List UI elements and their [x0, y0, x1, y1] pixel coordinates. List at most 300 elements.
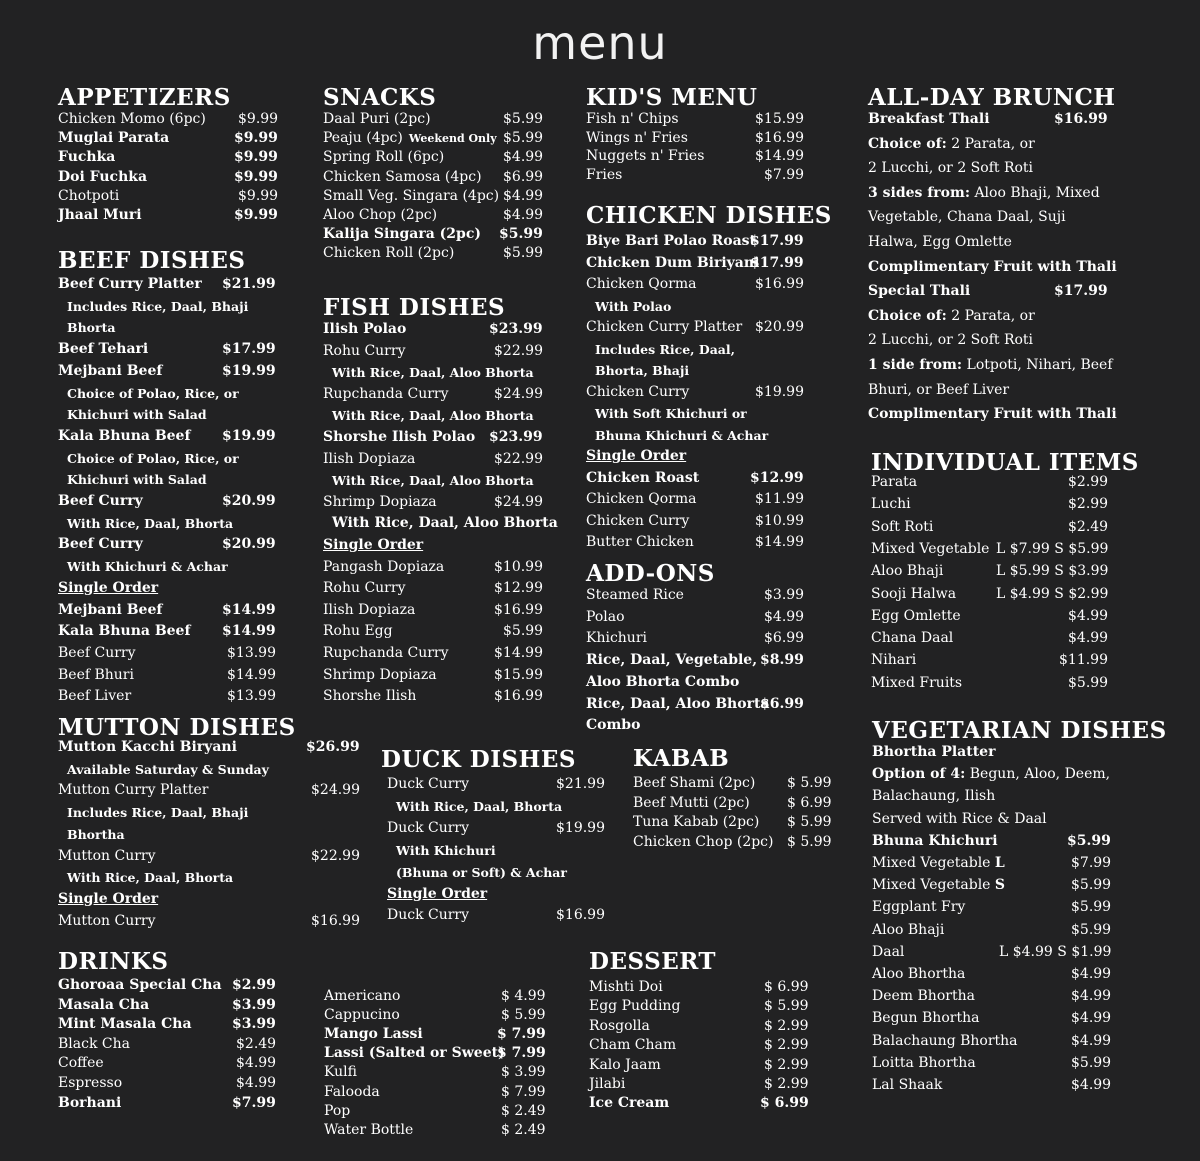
item-price: $12.99 [750, 469, 804, 486]
section-title: ADD-ONS [586, 560, 715, 587]
menu-item [58, 687, 336, 706]
menu-item [323, 129, 603, 148]
menu-item [589, 1036, 869, 1055]
item-text: 2 Lucchi, or 2 Soft Roti [868, 332, 1034, 349]
item-price: $2.49 [236, 1035, 277, 1052]
item-text: Mejbani Beef [58, 601, 163, 618]
item-price: $ 2.49 [501, 1102, 546, 1119]
item-text: Beef Tehari [58, 341, 149, 358]
item-price: $4.99 [1068, 630, 1109, 647]
item-text: Sooji Halwa [871, 585, 957, 602]
item-text: Parata [871, 474, 918, 490]
item-price: $2.49 [1068, 518, 1109, 535]
section-title: BEEF DISHES [58, 247, 246, 274]
item-text: With Rice, Daal, Aloo Bhorta [332, 365, 534, 381]
menu-item [586, 275, 864, 294]
item-price: $24.99 [494, 493, 543, 510]
item-price: $ 7.99 [497, 1045, 546, 1062]
item-name [58, 206, 142, 225]
menu-item [58, 535, 336, 554]
item-name [58, 1054, 104, 1073]
item-text: Aloo Chop (2pc) [323, 207, 438, 223]
item-name [323, 493, 437, 512]
menu-item [323, 187, 603, 206]
item-name [323, 601, 415, 620]
item-text: Fries [586, 166, 623, 183]
menu-item [323, 579, 603, 598]
menu-item-note [381, 885, 665, 904]
item-price: $17.99 [750, 233, 804, 249]
item-name [67, 297, 248, 316]
item-price: $20.99 [755, 319, 804, 335]
item-name [871, 518, 933, 537]
section-title: KID'S MENU [586, 84, 758, 111]
item-price: $20.99 [222, 536, 276, 553]
item-price: $ 3.99 [501, 1064, 546, 1081]
item-text: Beef Mutti (2pc) [633, 794, 750, 811]
item-price: $16.99 [1054, 111, 1108, 127]
menu-item [586, 110, 864, 129]
item-name [868, 405, 1117, 424]
item-price: $16.99 [494, 688, 543, 705]
item-name [586, 129, 688, 148]
item-text: Served with Rice & Daal [872, 810, 1047, 827]
item-name [323, 579, 405, 598]
menu-item-note [323, 514, 613, 533]
item-name [595, 340, 735, 359]
section-dessert [589, 948, 809, 1112]
item-name [871, 651, 916, 670]
item-price: $5.99 [499, 226, 543, 243]
item-text: Beef Shami (2pc) [633, 775, 756, 791]
menu-item [324, 1083, 606, 1102]
menu-item [58, 427, 336, 446]
item-text: Complimentary Fruit with Thali [868, 258, 1117, 275]
menu-item-note [872, 787, 1171, 806]
item-text: Rupchanda Curry [323, 645, 449, 661]
item-text: Aloo Bhaji [871, 563, 944, 580]
menu-item [323, 206, 603, 225]
menu-item [633, 774, 892, 793]
item-price: $5.99 [1071, 921, 1112, 938]
item-name [323, 687, 416, 706]
item-text: Rohu Egg [323, 623, 393, 640]
item-text: Kala Bhuna Beef [58, 427, 191, 444]
item-text: With Polao [595, 298, 672, 314]
item-price: $9.99 [238, 187, 279, 204]
item-price: $2.99 [1068, 496, 1109, 513]
item-price: $6.99 [760, 695, 804, 712]
item-text: Chicken Roast [586, 469, 700, 486]
menu-item-note [586, 447, 864, 466]
menu-item-note [868, 381, 1168, 400]
menu-item [324, 1044, 606, 1063]
menu-item [586, 254, 864, 273]
item-name [868, 356, 1113, 375]
section-beef [58, 247, 276, 705]
item-name [872, 898, 965, 917]
menu-item [58, 1074, 336, 1093]
menu-item-note [586, 426, 874, 445]
item-price: $5.99 [503, 111, 544, 127]
menu-item [586, 512, 864, 531]
item-name [872, 854, 1005, 873]
menu-item [586, 608, 864, 627]
item-price: $5.99 [1068, 674, 1109, 691]
menu-item [58, 275, 336, 294]
item-name [586, 254, 759, 273]
item-name [589, 1036, 676, 1055]
menu-item [58, 738, 420, 757]
item-text: Mutton Curry [58, 912, 156, 929]
item-name [67, 318, 115, 337]
item-name [323, 644, 449, 663]
item-text: Single Order [58, 579, 159, 596]
item-text: Egg Pudding [589, 998, 681, 1015]
menu-item [872, 898, 1171, 917]
item-text: Begun, Aloo, Deem, [965, 766, 1111, 783]
item-name [67, 384, 239, 403]
menu-item [872, 943, 1171, 962]
item-text: Masala Cha [58, 996, 150, 1013]
item-name [67, 868, 233, 887]
item-text: Khichuri with Salad [67, 472, 207, 488]
item-price: $9.99 [234, 130, 278, 147]
item-text: With Khichuri & Achar [67, 559, 228, 575]
menu-item-note [586, 404, 874, 423]
item-name [324, 1083, 380, 1102]
item-name [586, 110, 679, 129]
menu-item-note [868, 208, 1168, 227]
section-fish [323, 294, 558, 705]
item-text: Balachaung, Ilish [872, 788, 996, 805]
item-text: Duck Curry [387, 819, 470, 836]
item-text: Mixed Vegetable [872, 877, 995, 894]
menu-item-note [58, 868, 430, 887]
menu-item [324, 1063, 606, 1082]
item-text: Soft Roti [871, 518, 934, 535]
section-title: MUTTON DISHES [58, 714, 296, 741]
item-price: $4.99 [503, 207, 544, 223]
menu-item [586, 383, 864, 402]
item-text: Mint Masala Cha [58, 1016, 192, 1033]
item-name [324, 1044, 505, 1063]
item-text: Bhuri, or Beef Liver [868, 381, 1010, 398]
item-name [58, 1015, 192, 1034]
item-name [589, 1094, 669, 1113]
item-text: Includes Rice, Daal, Bhaji [67, 298, 249, 314]
section-title: KABAB [633, 745, 730, 772]
item-name [868, 307, 1035, 326]
item-price: $22.99 [494, 450, 543, 467]
menu-item [58, 781, 420, 800]
item-text: Mixed Vegetable [872, 855, 995, 871]
menu-item [586, 147, 864, 166]
item-text: Fish n' Chips [586, 111, 679, 127]
item-price: $2.99 [1068, 474, 1109, 490]
item-price: $4.99 [1071, 1010, 1112, 1027]
item-text: Mutton Kacchi Biryani [58, 739, 237, 755]
item-price: $16.99 [556, 907, 605, 924]
item-name [868, 331, 1033, 350]
menu-item [872, 1009, 1171, 1028]
menu-item [872, 1076, 1171, 1095]
item-price: $5.99 [1071, 899, 1112, 916]
menu-item [586, 318, 864, 337]
item-name [67, 449, 239, 468]
item-name [586, 586, 684, 605]
item-text: Includes Rice, Daal, Bhaji [67, 805, 249, 821]
item-price: $19.99 [222, 427, 276, 444]
item-price: $ 4.99 [501, 988, 546, 1004]
item-text: Ice Cream [589, 1095, 670, 1112]
item-name [872, 1032, 1018, 1051]
menu-item [633, 794, 892, 813]
section-title: ALL-DAY BRUNCH [868, 84, 1116, 111]
item-text: Available Saturday & Sunday [67, 761, 269, 777]
item-name [868, 184, 1100, 203]
item-name [871, 674, 962, 693]
item-text: 2 Parata, or [946, 135, 1035, 152]
menu-item [589, 1094, 869, 1113]
menu-item [872, 876, 1171, 895]
item-text: Rohu Curry [323, 342, 406, 359]
item-text: Mejbani Beef [58, 362, 163, 379]
item-text: Lassi (Salted or Sweet) [324, 1045, 505, 1062]
item-price: $14.99 [227, 666, 276, 683]
section-title: CHICKEN DISHES [586, 202, 832, 229]
item-price: $11.99 [1059, 652, 1108, 669]
item-name [67, 470, 207, 489]
item-name [323, 320, 406, 339]
item-text: Steamed Rice [586, 587, 684, 603]
item-text: Beef Curry [58, 536, 143, 553]
menu-item [323, 450, 603, 469]
item-name [589, 997, 680, 1016]
item-price: $ 7.99 [501, 1083, 546, 1100]
item-text: Mishti Doi [589, 979, 663, 995]
item-text: Ghoroaa Special Cha [58, 977, 222, 993]
item-name [871, 562, 943, 581]
item-text: Vegetable, Chana Daal, Suji [868, 209, 1066, 226]
item-name [586, 166, 622, 185]
menu-item [323, 558, 603, 577]
item-price: $19.99 [556, 819, 605, 836]
item-name [58, 847, 156, 866]
menu-item [633, 813, 892, 832]
menu-item-note [868, 159, 1168, 178]
menu-item [586, 695, 864, 714]
item-price: $23.99 [489, 321, 543, 337]
item-name [872, 943, 904, 962]
item-price: $7.99 [1071, 855, 1112, 871]
item-text: Bhortha [67, 826, 125, 842]
menu-item [323, 244, 603, 263]
item-name [58, 644, 136, 663]
item-text: Single Order [387, 885, 488, 902]
section-kabab [633, 745, 832, 850]
item-name [324, 1025, 423, 1044]
item-text: Aloo Bhaji, Mixed [970, 184, 1100, 201]
item-name [872, 810, 1047, 829]
item-name [586, 469, 699, 488]
item-name [872, 1054, 976, 1073]
item-price: $14.99 [222, 601, 276, 618]
item-text: Mango Lassi [324, 1026, 423, 1043]
item-price: $6.99 [764, 630, 805, 647]
menu-item [872, 965, 1171, 984]
item-name [586, 533, 694, 552]
item-label: Option of 4: [872, 766, 966, 783]
item-text: Cappucino [324, 1007, 400, 1024]
menu-item-note [868, 258, 1168, 277]
item-price: $17.99 [750, 254, 804, 271]
item-text: Ilish Dopiaza [323, 601, 416, 618]
item-text: 2 Parata, or [946, 307, 1035, 324]
item-text: Bhorta [67, 320, 116, 336]
item-price: $4.99 [1071, 1032, 1112, 1049]
item-name [323, 244, 454, 263]
item-name [324, 1102, 350, 1121]
menu-item [324, 1102, 606, 1121]
item-name [633, 813, 759, 832]
item-text: Rice, Daal, Vegetable, [586, 652, 758, 669]
item-name [323, 536, 423, 555]
item-name [58, 1094, 121, 1113]
menu-item-note [872, 765, 1171, 784]
item-text: Single Order [58, 890, 159, 907]
menu-item [323, 666, 603, 685]
item-price: $13.99 [227, 688, 276, 705]
item-price: $15.99 [494, 666, 543, 683]
item-text: Pangash Dopiaza [323, 558, 445, 575]
menu-item [58, 847, 420, 866]
item-name [871, 540, 989, 559]
item-price: $24.99 [494, 385, 543, 402]
item-name [633, 833, 774, 852]
menu-item [58, 187, 338, 206]
item-text: Shrimp Dopiaza [323, 666, 437, 683]
menu-item [586, 232, 864, 251]
item-text: Aloo Bhorta Combo [586, 673, 740, 690]
item-price: $14.99 [222, 623, 276, 640]
item-text: Kalija Singara (2pc) [323, 226, 481, 243]
section-title: INDIVIDUAL ITEMS [871, 449, 1139, 476]
item-price: $23.99 [489, 429, 543, 445]
menu-item [58, 492, 336, 511]
menu-item [381, 775, 665, 794]
item-name [872, 1009, 979, 1028]
menu-item-note [58, 579, 336, 598]
item-name [323, 622, 393, 641]
menu-item [871, 607, 1168, 626]
menu-item [872, 921, 1171, 940]
menu-item-note [586, 297, 874, 316]
section-title: VEGETARIAN DISHES [872, 717, 1167, 744]
item-name [586, 318, 742, 337]
menu-item [586, 586, 864, 605]
item-name [868, 233, 1012, 252]
item-name [58, 666, 134, 685]
item-text: Rice, Daal, Aloo Bhorta [586, 695, 770, 712]
item-label: Choice of: [868, 307, 947, 324]
item-price: $9.99 [234, 149, 278, 166]
item-text: Chicken Curry Platter [586, 319, 743, 335]
item-name [332, 363, 534, 382]
item-text: With Rice, Daal, Bhorta [67, 515, 234, 531]
item-text: Breakfast Thali [868, 111, 990, 127]
menu-item-note [58, 557, 346, 576]
menu-item [324, 1006, 606, 1025]
item-name [387, 775, 469, 794]
item-price: $19.99 [222, 362, 276, 379]
item-price: $22.99 [311, 847, 360, 864]
item-text: Small Veg. Singara (4pc) [323, 187, 500, 204]
item-price: $9.99 [234, 207, 278, 223]
item-name [871, 629, 953, 648]
item-name [58, 427, 191, 446]
item-text: Choice of Polao, Rice, or [67, 450, 239, 466]
item-price: $4.99 [764, 608, 805, 625]
item-price: L $4.99 S $1.99 [999, 943, 1112, 960]
item-text: Muglai Parata [58, 130, 170, 147]
menu-item-note [58, 514, 346, 533]
item-name [872, 965, 965, 984]
item-text: Egg Omlette [871, 607, 961, 624]
item-text: Biye Bari Polao Roast [586, 233, 757, 249]
menu-item [871, 585, 1168, 604]
item-price: $5.99 [1071, 877, 1112, 894]
item-name [67, 760, 269, 779]
item-name [323, 168, 482, 187]
item-text: Chicken Roll (2pc) [323, 245, 455, 262]
item-name [589, 978, 663, 997]
section-individual [871, 449, 1139, 691]
item-text: Loitta Bhortha [872, 1054, 976, 1071]
item-text: Begun Bhortha [872, 1010, 980, 1027]
item-name [868, 381, 1009, 400]
item-name [58, 738, 237, 757]
item-text: Pop [324, 1102, 351, 1119]
menu-item-note [58, 470, 346, 489]
item-price: $5.99 [503, 245, 544, 262]
item-text: Chicken Dum Biriyani [586, 254, 760, 271]
item-name [586, 275, 697, 294]
menu-item-note [58, 760, 430, 779]
item-name [67, 405, 207, 424]
item-text: Spring Roll (6pc) [323, 149, 445, 166]
item-price: $ 6.99 [787, 794, 832, 811]
menu-item [324, 1121, 606, 1140]
item-name [58, 622, 191, 641]
menu-item [58, 206, 338, 225]
item-name [868, 208, 1066, 227]
menu-item-note [586, 340, 874, 359]
item-name [586, 695, 769, 714]
item-text: Daal Puri (2pc) [323, 111, 431, 127]
section-duck [381, 746, 605, 924]
item-price: $5.99 [503, 130, 544, 147]
item-name [586, 716, 640, 735]
section-title: FISH DISHES [323, 294, 506, 321]
item-text: Combo [586, 717, 641, 734]
item-price: $8.99 [760, 652, 804, 669]
item-name [872, 987, 975, 1006]
item-price: $3.99 [232, 996, 276, 1013]
item-name [589, 1056, 661, 1075]
section-drinks [58, 948, 277, 1111]
item-price: $ 2.49 [501, 1121, 546, 1138]
